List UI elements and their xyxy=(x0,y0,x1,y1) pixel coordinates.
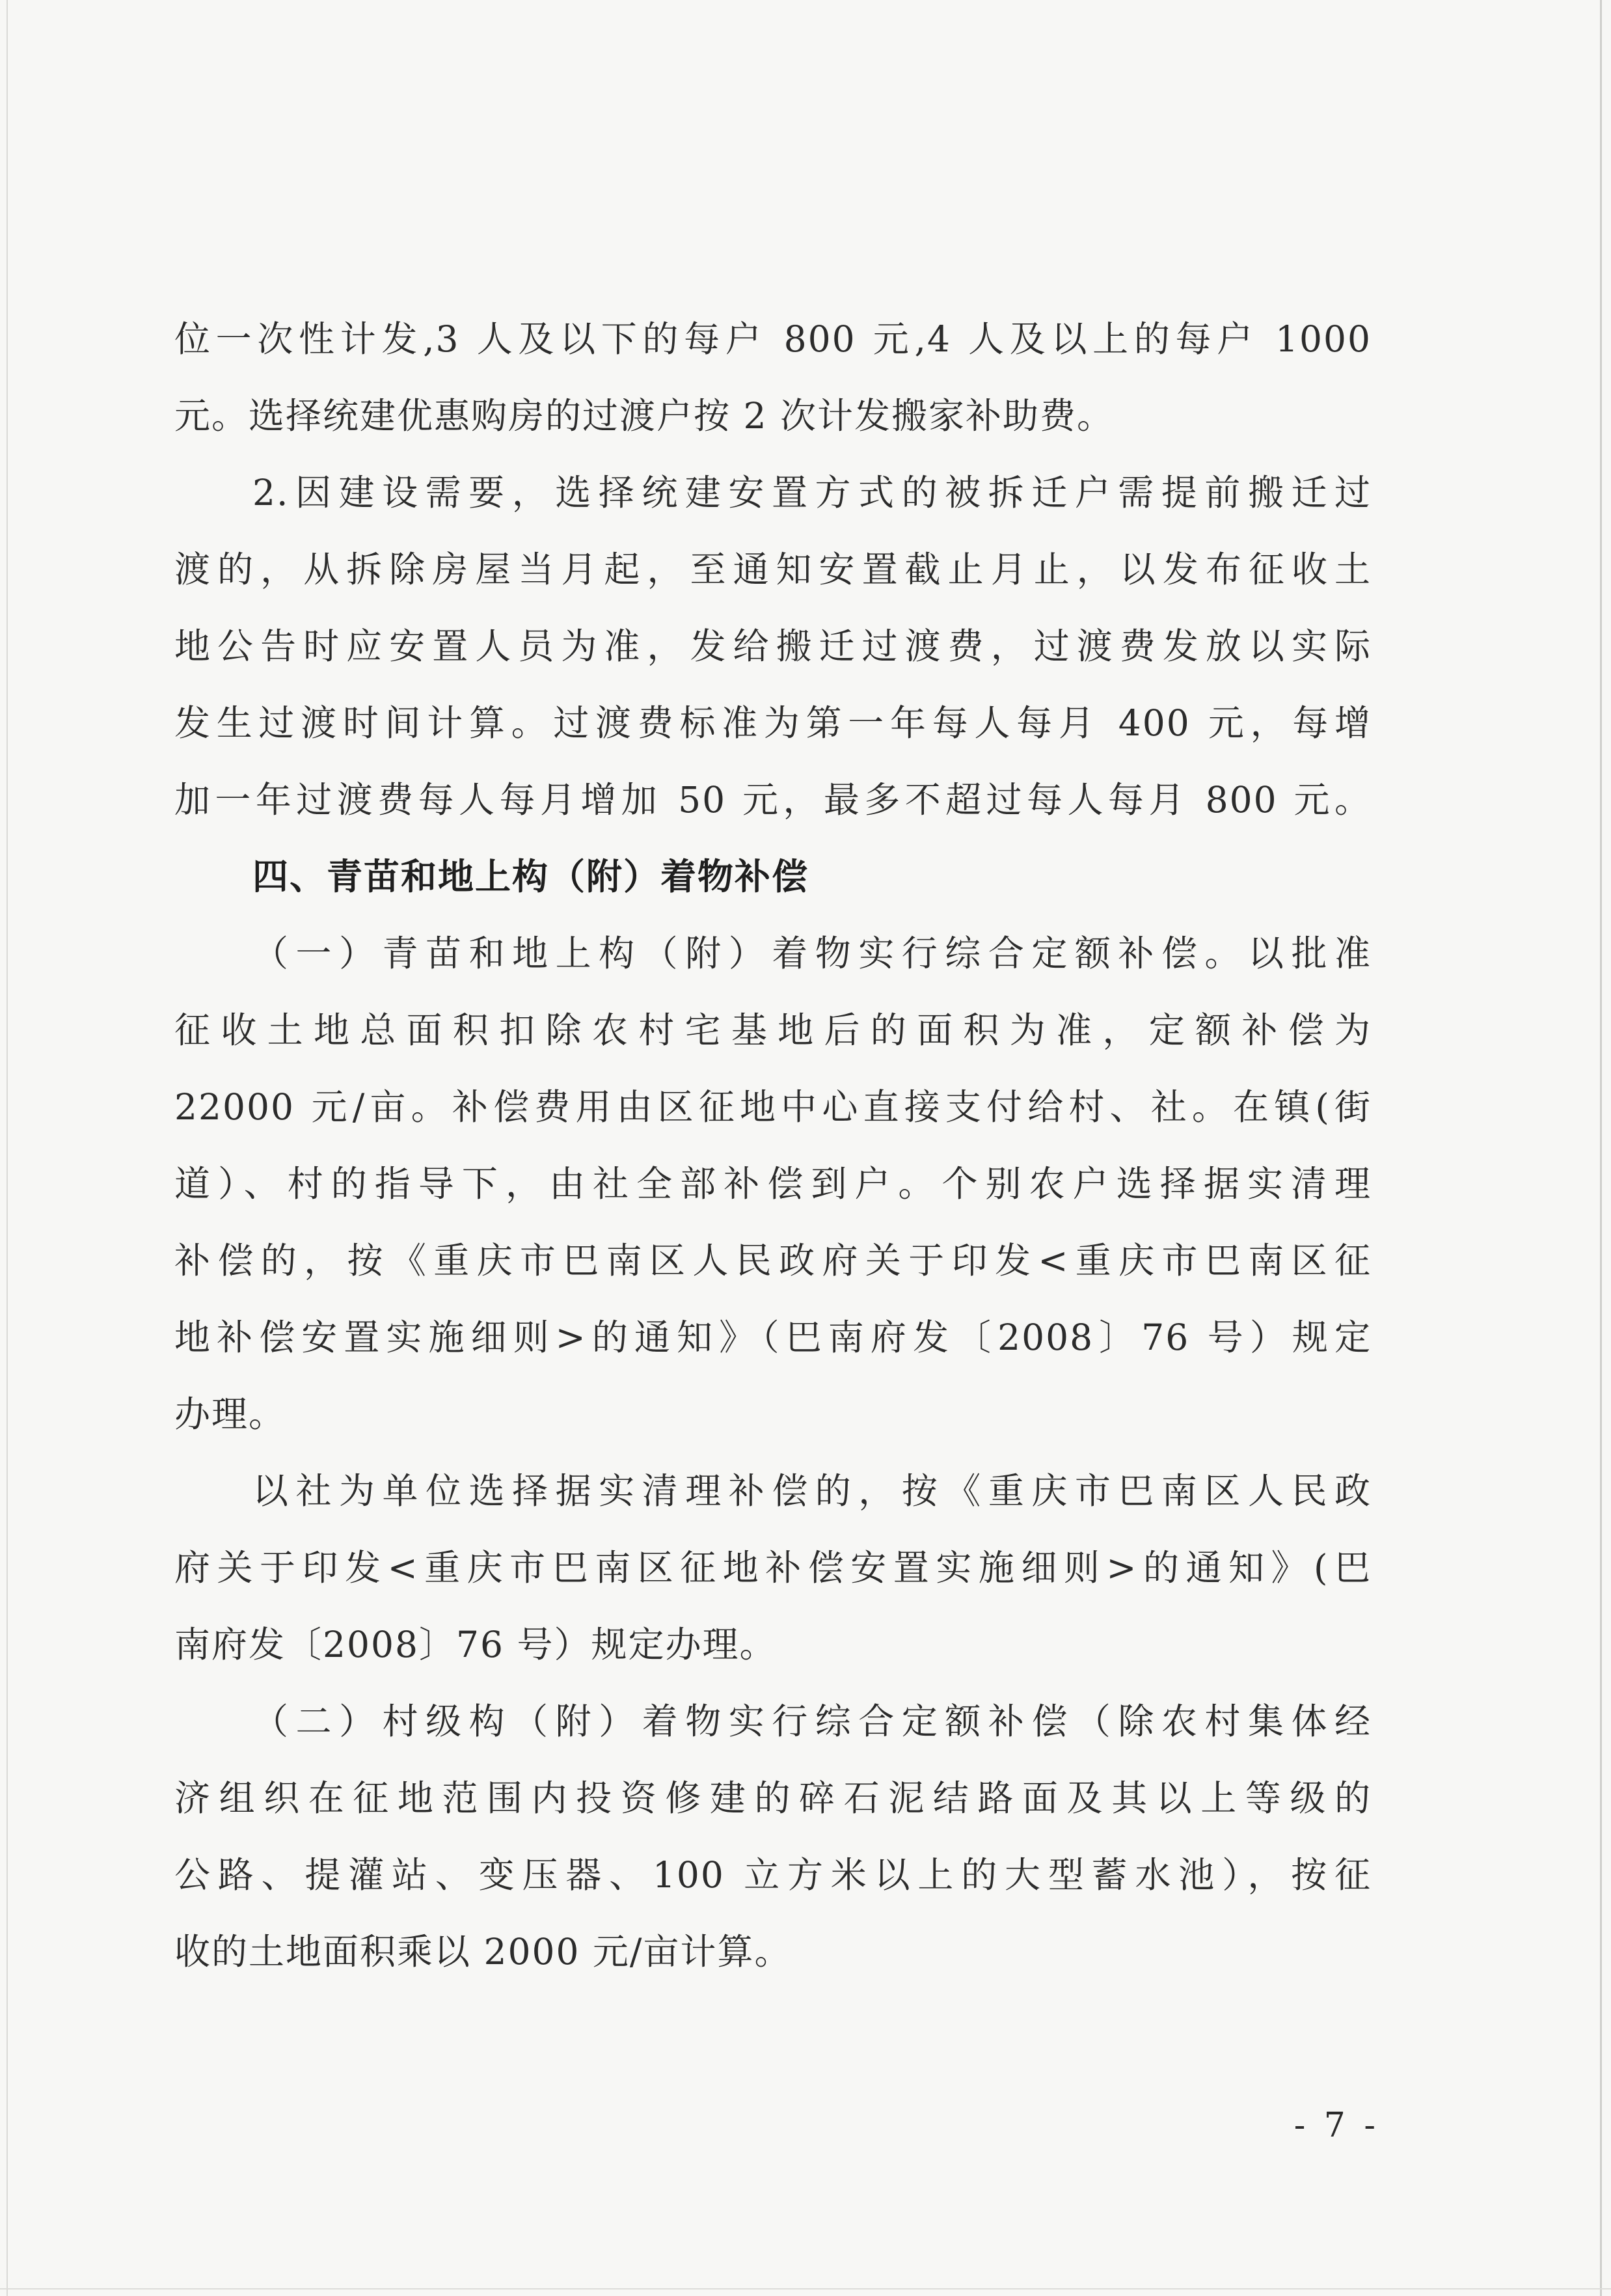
text-line: 渡的，从拆除房屋当月起，至通知安置截止月止，以发布征收土 xyxy=(174,549,1372,590)
text-line: 府关于印发<重庆市巴南区征地补偿安置实施细则>的通知》(巴 xyxy=(174,1547,1372,1589)
text-line: 以社为单位选择据实清理补偿的，按《重庆市巴南区人民政 xyxy=(252,1470,1372,1512)
text-line: 道）、村的指导下，由社全部补偿到户。个别农户选择据实清理 xyxy=(174,1163,1372,1205)
text-line: 发生过渡时间计算。过渡费标准为第一年每人每月 400 元，每增 xyxy=(174,702,1372,744)
text-line: 加一年过渡费每人每月增加 50 元，最多不超过每人每月 800 元。 xyxy=(174,779,1372,821)
text-line: 补偿的，按《重庆市巴南区人民政府关于印发<重庆市巴南区征 xyxy=(174,1240,1372,1281)
text-line: 2.因建设需要，选择统建安置方式的被拆迁户需提前搬迁过 xyxy=(252,472,1372,513)
text-line: 收的土地面积乘以 2000 元/亩计算。 xyxy=(174,1931,792,1973)
text-line: 地公告时应安置人员为准，发给搬迁过渡费，过渡费发放以实际 xyxy=(174,625,1372,667)
text-line: （一）青苗和地上构（附）着物实行综合定额补偿。以批准 xyxy=(252,933,1372,974)
page-number: - 7 - xyxy=(1293,2106,1379,2145)
document-body xyxy=(174,301,1372,1990)
scan-edge-bottom xyxy=(0,2288,1611,2289)
text-line: 征收土地总面积扣除农村宅基地后的面积为准，定额补偿为 xyxy=(174,1009,1372,1051)
text-line: （二）村级构（附）着物实行综合定额补偿（除农村集体经 xyxy=(252,1701,1372,1742)
text-line: 办理。 xyxy=(174,1393,286,1435)
text-line: 地补偿安置实施细则>的通知》（巴南府发〔2008〕76 号）规定 xyxy=(174,1317,1372,1358)
text-line: 南府发〔2008〕76 号）规定办理。 xyxy=(174,1624,777,1665)
text-line: 公路、提灌站、变压器、100 立方米以上的大型蓄水池），按征 xyxy=(174,1854,1372,1896)
text-line: 22000 元/亩。补偿费用由区征地中心直接支付给村、社。在镇(街 xyxy=(174,1086,1372,1128)
section-heading: 四、青苗和地上构（附）着物补偿 xyxy=(252,856,809,897)
text-line: 济组织在征地范围内投资修建的碎石泥结路面及其以上等级的 xyxy=(174,1777,1372,1819)
scan-edge-right xyxy=(1600,0,1602,2296)
text-line: 位一次性计发,3 人及以下的每户 800 元,4 人及以上的每户 1000 xyxy=(174,318,1372,360)
scan-edge-left xyxy=(7,0,8,2296)
text-line: 元。选择统建优惠购房的过渡户按 2 次计发搬家补助费。 xyxy=(174,395,1114,437)
